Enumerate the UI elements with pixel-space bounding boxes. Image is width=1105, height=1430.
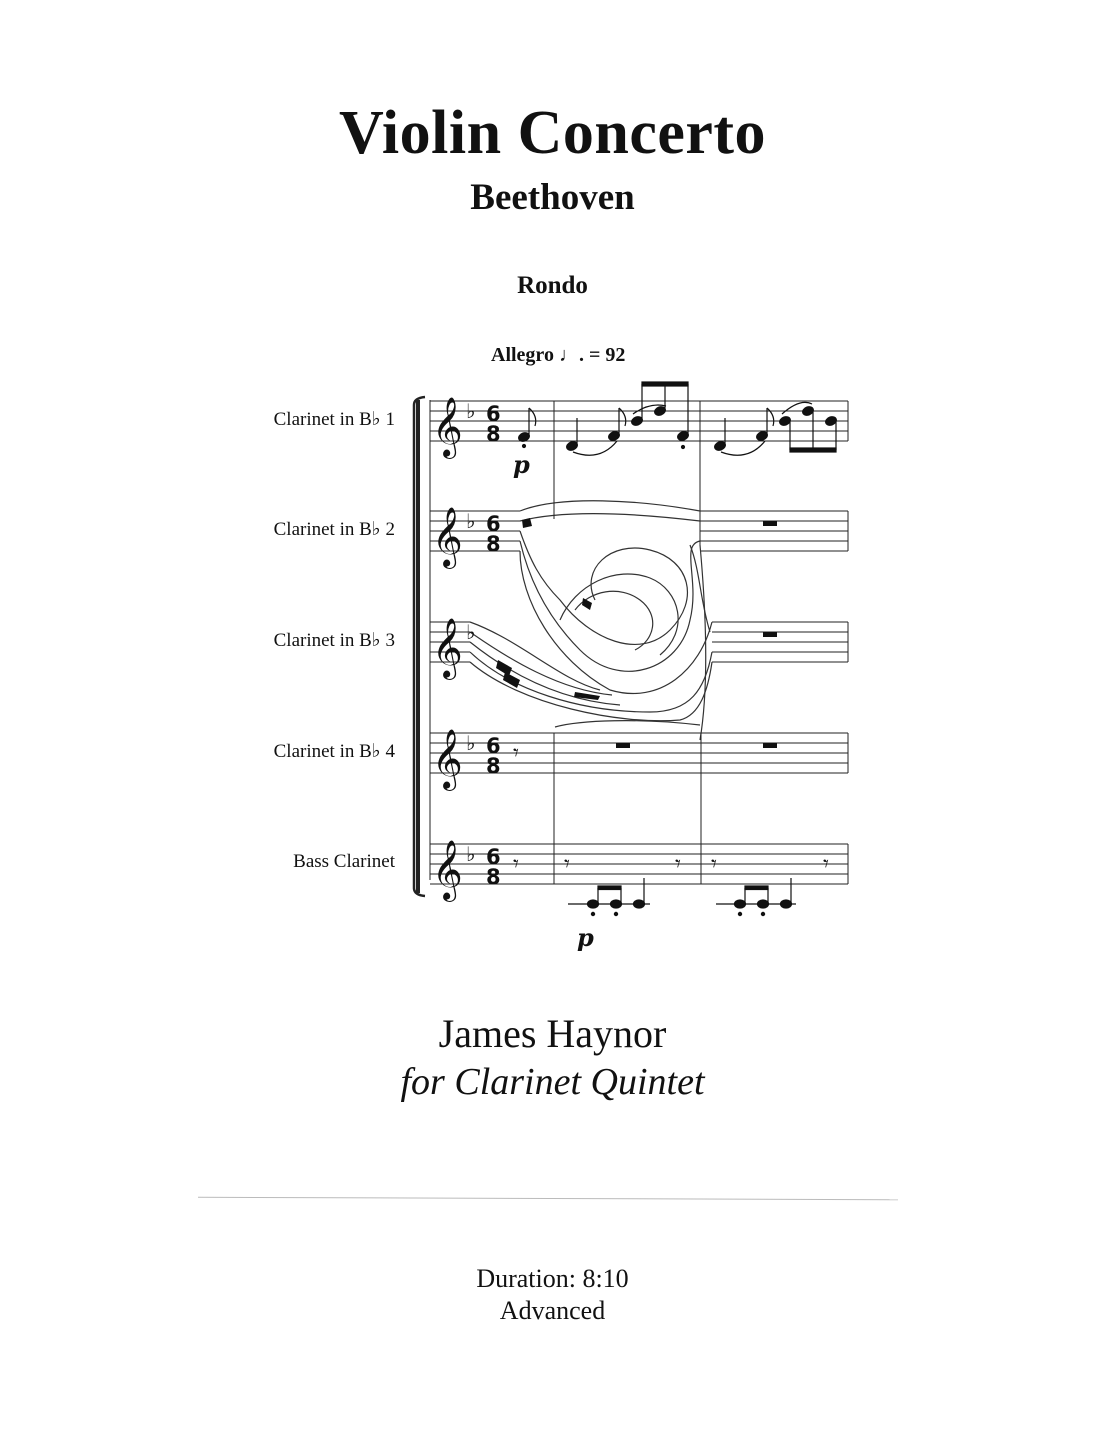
tempo-marking: Allegro ♩. = 92 [491,344,626,366]
score-title: Violin Concerto [338,99,767,167]
svg-text:6: 6 [486,734,501,758]
svg-text:𝄾: 𝄾 [513,852,519,877]
instrument-label-clarinet-4: Clarinet in B♭ 4 [273,741,395,762]
svg-text:𝄾: 𝄾 [675,852,681,877]
svg-text:𝄾: 𝄾 [513,741,519,766]
composer-name: Beethoven [470,177,635,218]
rests [513,521,829,877]
swirl-distortion [470,501,712,740]
flat-key-icon: ♭ [466,399,476,423]
flat-key-icon: ♭ [466,620,476,644]
movement-title: Rondo [517,272,588,299]
treble-clef-icon: 𝄞 [432,840,463,900]
instrument-label-clarinet-3: Clarinet in B♭ 3 [273,630,395,651]
svg-text:𝄾: 𝄾 [823,852,829,877]
treble-clef-icon: 𝄞 [432,397,463,457]
svg-text:8: 8 [486,422,501,446]
duration-text: Duration: 8:10 [476,1264,629,1293]
arranger-name: James Haynor [438,1011,667,1056]
dynamic-piano-icon: p [513,450,530,479]
svg-text:8: 8 [486,754,501,778]
svg-text:6: 6 [486,845,501,869]
ensemble-subtitle: for Clarinet Quintet [400,1061,705,1103]
svg-text:8: 8 [486,865,501,889]
svg-text:𝄾: 𝄾 [711,852,717,877]
svg-text:𝄾: 𝄾 [564,852,570,877]
flat-key-icon: ♭ [466,731,476,755]
treble-clef-icon: 𝄞 [432,729,463,789]
whole-rest-icon [763,521,777,526]
eighth-rest-icon [513,741,829,877]
treble-clef-icon: 𝄞 [432,618,463,678]
svg-text:6: 6 [486,512,501,536]
dynamic-piano-icon: p [577,923,594,952]
time-signature [486,402,501,889]
whole-rest-icon [763,632,777,637]
flat-key-icon: ♭ [466,842,476,866]
difficulty-level: Advanced [499,1296,606,1325]
instrument-label-clarinet-1: Clarinet in B♭ 1 [273,409,395,430]
whole-rest-icon [763,743,777,748]
clarinet-1-notes [517,382,837,455]
flat-key-icon: ♭ [466,509,476,533]
staff-clarinet-3 [430,622,848,662]
whole-rest-icon [616,743,630,748]
instrument-label-bass-clarinet: Bass Clarinet [293,851,395,872]
instrument-label-clarinet-2: Clarinet in B♭ 2 [273,519,395,540]
svg-text:6: 6 [486,402,501,426]
treble-clef-icon: 𝄞 [432,507,463,567]
svg-text:8: 8 [486,532,501,556]
